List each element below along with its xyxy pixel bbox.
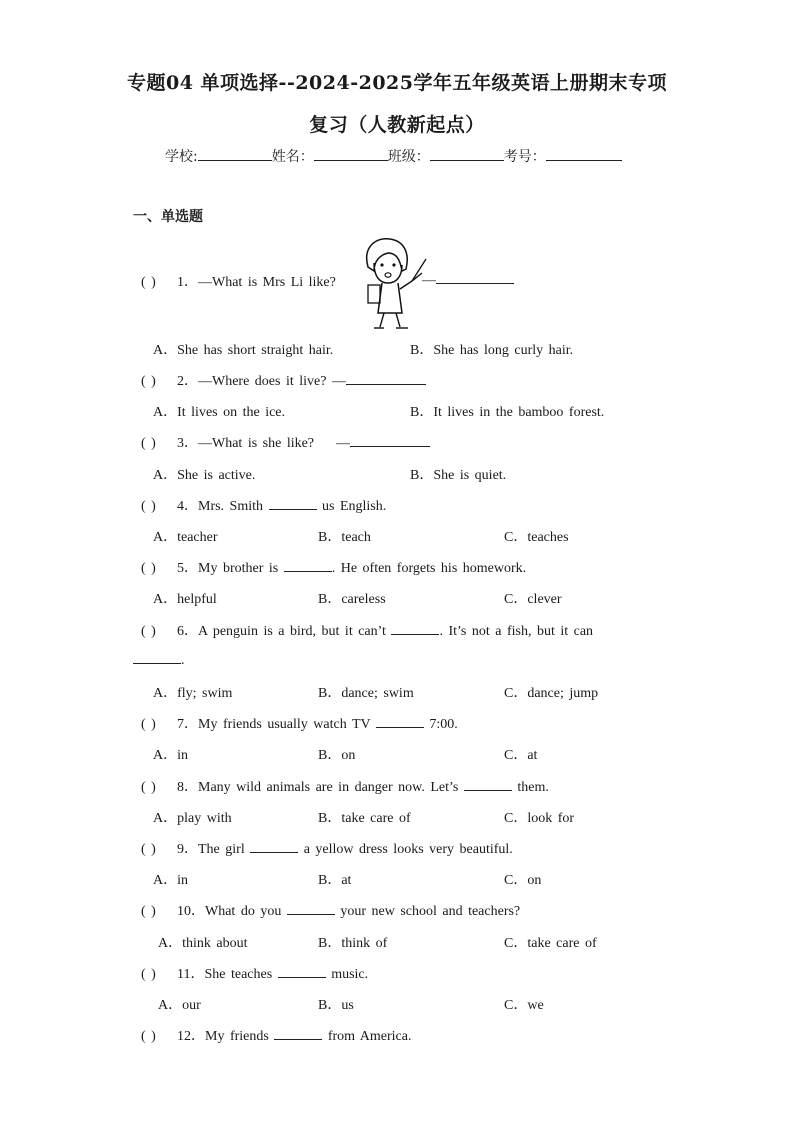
answer-bracket[interactable]: ( ) [141, 1029, 156, 1044]
question-7: ( ) 7．My friends usually watch TV 7:00. [141, 717, 458, 732]
question-10: ( ) 10．What do you your new school and teachers? [141, 904, 521, 919]
answer-bracket[interactable]: ( ) [141, 842, 156, 857]
option-c[interactable]: C．clever [504, 592, 562, 607]
page-title: 专题04 单项选择--2024-2025学年五年级英语上册期末专项 [127, 72, 667, 94]
question-1-answer: — [422, 271, 514, 289]
question-1: ( ) 1．—What is Mrs Li like? [141, 275, 336, 290]
option-c[interactable]: C．we [504, 998, 544, 1013]
answer-blank[interactable] [436, 271, 514, 284]
answer-blank[interactable] [269, 497, 317, 510]
option-a[interactable]: A．helpful [153, 592, 217, 607]
answer-bracket[interactable]: ( ) [141, 780, 156, 795]
answer-blank[interactable] [391, 622, 439, 635]
option-b[interactable]: B．She has long curly hair. [410, 343, 574, 358]
question-3: ( ) 3．—What is she like? — [141, 432, 430, 452]
answer-bracket[interactable]: ( ) [141, 436, 156, 451]
option-b[interactable]: B．on [318, 748, 356, 763]
option-b[interactable]: B．dance; swim [318, 686, 414, 701]
question-8: ( ) 8．Many wild animals are in danger now. Let’s them. [141, 780, 549, 795]
option-b[interactable]: B．She is quiet. [410, 468, 507, 483]
option-b[interactable]: B．It lives in the bamboo forest. [410, 405, 605, 420]
answer-bracket[interactable]: ( ) [141, 967, 156, 982]
option-c[interactable]: C．at [504, 748, 538, 763]
option-a[interactable]: A．fly; swim [153, 686, 233, 701]
option-a[interactable]: A．She is active. [153, 468, 256, 483]
answer-bracket[interactable]: ( ) [141, 904, 156, 919]
question-9: ( ) 9．The girl a yellow dress looks very beautiful. [141, 842, 513, 857]
page-subtitle: 复习（人教新起点） [309, 114, 485, 136]
option-a[interactable]: A．play with [153, 811, 232, 826]
answer-blank[interactable] [464, 778, 512, 791]
question-6-continuation: . [133, 651, 185, 669]
answer-bracket[interactable]: ( ) [141, 561, 156, 576]
option-b[interactable]: B．think of [318, 936, 388, 951]
answer-blank[interactable] [250, 840, 298, 853]
section-title: 一、单选题 [133, 209, 203, 225]
student-info-row [165, 146, 622, 166]
option-b[interactable]: B．at [318, 873, 352, 888]
answer-bracket[interactable]: ( ) [141, 275, 156, 290]
option-b[interactable]: B．careless [318, 592, 386, 607]
question-4: ( ) 4．Mrs. Smith us English. [141, 499, 387, 514]
option-a[interactable]: A．our [158, 998, 201, 1013]
question-2: ( ) 2．—Where does it live? — [141, 370, 426, 390]
option-c[interactable]: C．take care of [504, 936, 597, 951]
answer-blank[interactable] [346, 372, 426, 385]
number-field[interactable] [546, 146, 622, 161]
question-11: ( ) 11．She teaches music. [141, 967, 369, 982]
answer-bracket[interactable]: ( ) [141, 374, 156, 389]
option-c[interactable]: C．dance; jump [504, 686, 599, 701]
class-label: 班级： [387, 149, 430, 165]
answer-blank[interactable] [274, 1027, 322, 1040]
answer-bracket[interactable]: ( ) [141, 499, 156, 514]
answer-blank[interactable] [376, 715, 424, 728]
option-a[interactable]: A．in [153, 748, 188, 763]
question-6: ( ) 6．A penguin is a bird, but it can’t . It’s not a fish, but it can [141, 624, 594, 639]
question-5: ( ) 5．My brother is . He often forgets his homework. [141, 561, 527, 576]
answer-blank[interactable] [284, 559, 332, 572]
class-field[interactable] [430, 146, 504, 161]
answer-blank[interactable] [350, 434, 430, 447]
option-a[interactable]: A．in [153, 873, 188, 888]
option-b[interactable]: B．take care of [318, 811, 411, 826]
option-c[interactable]: C．teaches [504, 530, 569, 545]
name-label: 姓名： [271, 149, 314, 165]
option-a[interactable]: A．She has short straight hair. [153, 343, 334, 358]
name-field[interactable] [314, 146, 388, 161]
number-label: 考号： [503, 149, 546, 165]
school-field[interactable] [198, 146, 272, 161]
option-a[interactable]: A．It lives on the ice. [153, 405, 286, 420]
answer-bracket[interactable]: ( ) [141, 624, 156, 639]
question-12: ( ) 12．My friends from America. [141, 1029, 412, 1044]
teacher-illustration [356, 233, 428, 329]
option-c[interactable]: C．look for [504, 811, 575, 826]
option-b[interactable]: B．us [318, 998, 354, 1013]
option-a[interactable]: A．teacher [153, 530, 218, 545]
answer-blank[interactable] [278, 965, 326, 978]
option-b[interactable]: B．teach [318, 530, 371, 545]
answer-blank[interactable] [287, 902, 335, 915]
school-label: 学校: [165, 149, 198, 165]
option-a[interactable]: A．think about [158, 936, 248, 951]
answer-blank[interactable] [133, 651, 181, 664]
option-c[interactable]: C．on [504, 873, 542, 888]
answer-bracket[interactable]: ( ) [141, 717, 156, 732]
